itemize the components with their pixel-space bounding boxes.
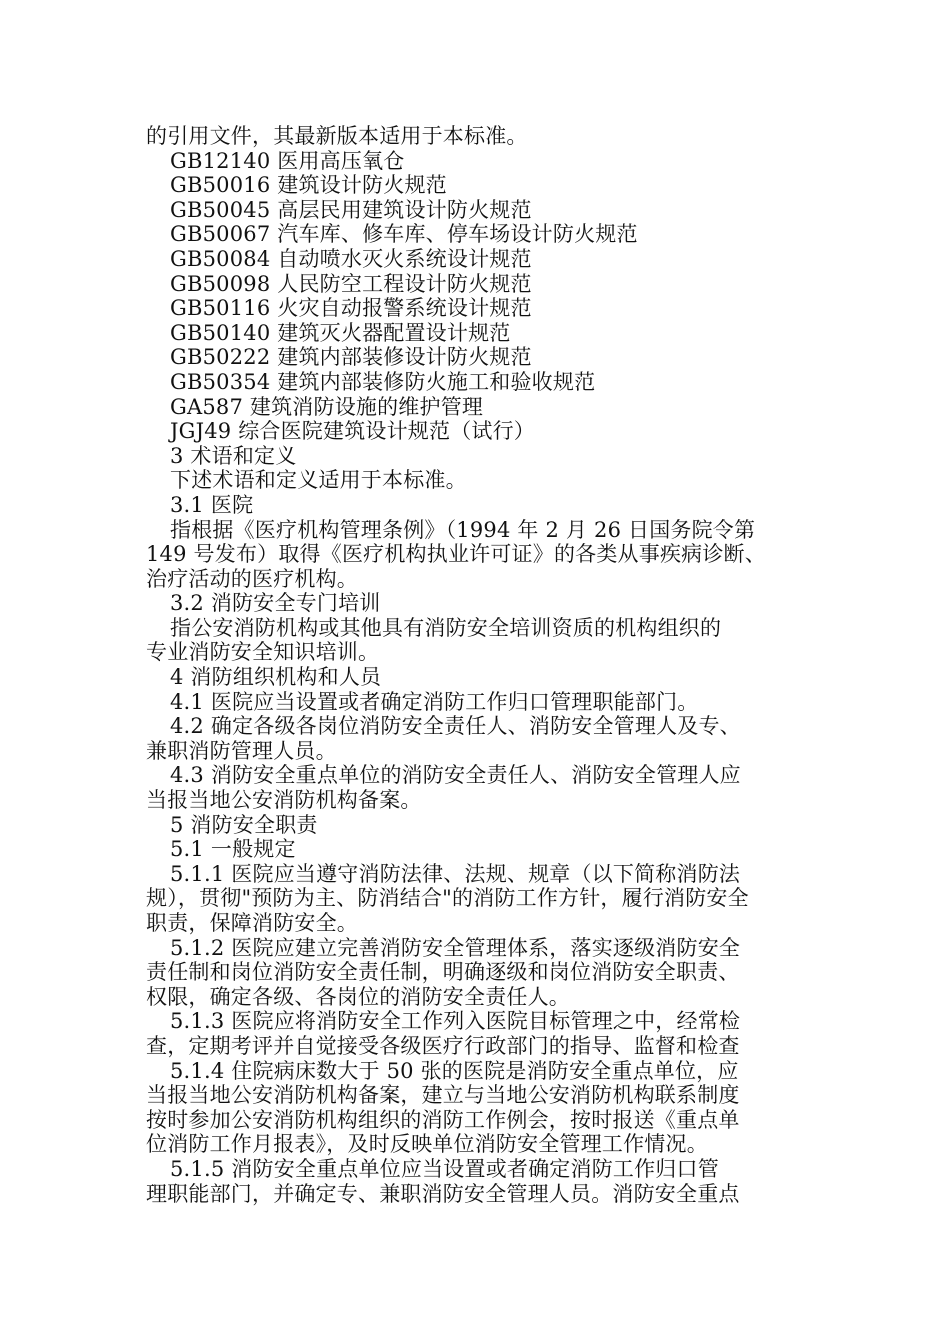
- text-line: 专业消防安全知识培训。: [146, 640, 380, 665]
- subsection-heading: 3.1 医院: [170, 492, 254, 517]
- text-line: 的引用文件，其最新版本适用于本标准。: [146, 124, 528, 148]
- subsection-heading: 3.2 消防安全专门培训: [170, 591, 381, 616]
- text-line: 理职能部门，并确定专、兼职消防安全管理人员。消防安全重点: [146, 1181, 740, 1206]
- section-heading: 3 术语和定义: [170, 443, 297, 468]
- text-line: 责任制和岗位消防安全责任制，明确逐级和岗位消防安全职责、: [146, 960, 740, 985]
- text-line: 按时参加公安消防机构组织的消防工作例会，按时报送《重点单: [146, 1107, 740, 1132]
- text-line: 149 号发布）取得《医疗机构执业许可证》的各类从事疾病诊断、: [146, 542, 766, 567]
- text-line: 治疗活动的医疗机构。: [146, 566, 358, 591]
- reference-item: GB50354 建筑内部装修防火施工和验收规范: [170, 369, 596, 394]
- text-line: 5.1.1 医院应当遵守消防法律、法规、规章（以下简称消防法: [170, 861, 741, 886]
- text-line: 4.2 确定各级各岗位消防安全责任人、消防安全管理人及专、: [170, 714, 741, 739]
- text-line: 权限，确定各级、各岗位的消防安全责任人。: [146, 984, 570, 1009]
- text-line: 5.1.5 消防安全重点单位应当设置或者确定消防工作归口管: [170, 1156, 719, 1181]
- text-line: 指根据《医疗机构管理条例》（1994 年 2 月 26 日国务院令第: [170, 517, 756, 542]
- document-page: [146, 124, 818, 1206]
- reference-item: GB50045 高层民用建筑设计防火规范: [170, 197, 532, 222]
- text-line: 当报当地公安消防机构备案，建立与当地公安消防机构联系制度: [146, 1083, 740, 1108]
- reference-item: GB50016 建筑设计防火规范: [170, 173, 447, 198]
- text-line: 当报当地公安消防机构备案。: [146, 788, 422, 813]
- reference-item: GB50084 自动喷水灭火系统设计规范: [170, 246, 532, 271]
- text-line: 4.3 消防安全重点单位的消防安全责任人、消防安全管理人应: [170, 763, 741, 788]
- text-line: 5.1.3 医院应将消防安全工作列入医院目标管理之中，经常检: [170, 1009, 741, 1034]
- text-line: 规），贯彻"预防为主、防消结合"的消防工作方针，履行消防安全: [146, 886, 749, 911]
- text-line: 5.1.4 住院病床数大于 50 张的医院是消防安全重点单位，应: [170, 1058, 739, 1083]
- text-line: 查，定期考评并自觉接受各级医疗行政部门的指导、监督和检查: [146, 1033, 740, 1058]
- section-heading: 5 消防安全职责: [170, 812, 318, 837]
- text-line: 4.1 医院应当设置或者确定消防工作归口管理职能部门。: [170, 689, 699, 714]
- reference-item: GA587 建筑消防设施的维护管理: [170, 394, 484, 419]
- reference-item: GB50098 人民防空工程设计防火规范: [170, 271, 532, 296]
- text-line: 下述术语和定义适用于本标准。: [170, 468, 467, 493]
- reference-item: JGJ49 综合医院建筑设计规范（试行）: [170, 419, 536, 444]
- text-line: 5.1.2 医院应建立完善消防安全管理体系，落实逐级消防安全: [170, 935, 741, 960]
- reference-item: GB50140 建筑灭火器配置设计规范: [170, 320, 511, 345]
- subsection-heading: 5.1 一般规定: [170, 837, 296, 862]
- text-line: 兼职消防管理人员。: [146, 738, 337, 763]
- reference-item: GB50222 建筑内部装修设计防火规范: [170, 345, 532, 370]
- reference-item: GB12140 医用高压氧仓: [170, 148, 405, 173]
- reference-item: GB50067 汽车库、修车库、停车场设计防火规范: [170, 222, 638, 247]
- text-line: 位消防工作月报表》，及时反映单位消防安全管理工作情况。: [146, 1132, 708, 1157]
- section-heading: 4 消防组织机构和人员: [170, 665, 382, 690]
- text-line: 职责，保障消防安全。: [146, 911, 358, 935]
- reference-item: GB50116 火灾自动报警系统设计规范: [170, 296, 532, 321]
- text-line: 指公安消防机构或其他具有消防安全培训资质的机构组织的: [170, 615, 722, 640]
